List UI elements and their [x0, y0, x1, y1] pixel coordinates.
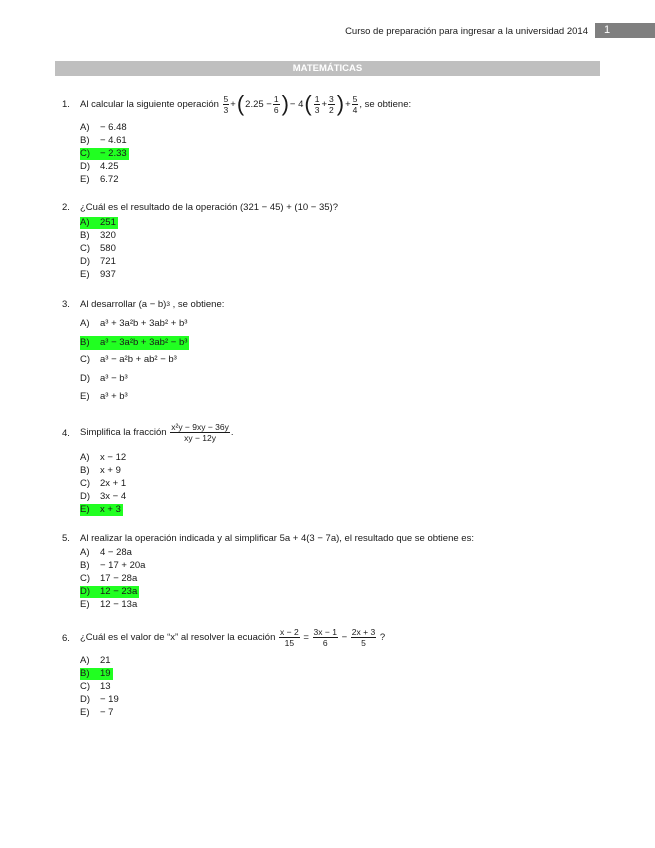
option-d-correct[interactable]: D) 12 − 23a	[80, 586, 138, 597]
question-number: 6.	[62, 633, 70, 644]
math-expression: (321 − 45) + (10 − 35)	[240, 202, 333, 213]
math-expression: (a − b)	[138, 299, 167, 310]
page-number-badge: 1	[595, 23, 655, 38]
operator: − 4	[289, 98, 304, 110]
question-number: 3.	[62, 299, 70, 310]
question-prompt: Al realizar la operación indicada y al simplificar	[80, 533, 277, 544]
operator: +	[345, 98, 351, 110]
question-text	[80, 533, 474, 544]
question-5	[62, 533, 622, 545]
fraction: $\frac{5}{4}$	[352, 93, 358, 115]
question-suffix: , el resultado que se obtiene es:	[339, 533, 474, 544]
fraction: $\frac{5}{3}$	[223, 93, 229, 115]
question-text	[80, 627, 385, 648]
fraction: $\frac{3}{2}$	[329, 93, 334, 115]
option-e[interactable]: E) 937	[80, 269, 116, 280]
option-e-correct[interactable]: E) x + 3	[80, 504, 121, 515]
option-a[interactable]: A) x − 12	[80, 452, 127, 463]
paren-close: )	[336, 91, 345, 116]
option-e[interactable]: E) 6.72	[80, 174, 119, 185]
question-prompt: Al desarrollar	[80, 299, 136, 310]
option-b[interactable]: B) − 17 + 20a	[80, 560, 146, 571]
option-a[interactable]: A) 21	[80, 655, 111, 666]
operator: −	[341, 632, 348, 643]
operator: +	[321, 98, 328, 110]
option-b[interactable]: B) − 4.61	[80, 135, 127, 146]
option-e[interactable]: E) − 7	[80, 707, 114, 718]
question-suffix: , se obtiene:	[172, 299, 225, 310]
option-d[interactable]: D) 4.25	[80, 161, 119, 172]
question-6	[62, 627, 622, 651]
fraction: $\frac{1}{3}$	[314, 93, 320, 115]
option-d[interactable]: D) 721	[80, 256, 116, 267]
fraction: $\frac{\text{x²y − 9xy − 36y}}{xy - 12y}$	[171, 422, 229, 443]
expression-term: 2.25 −	[245, 98, 272, 110]
operator: +	[230, 98, 236, 110]
option-a[interactable]: A) 4 − 28a	[80, 547, 132, 558]
question-number: 5.	[62, 533, 70, 544]
question-number: 1.	[62, 99, 70, 110]
question-prompt: ¿Cuál es el valor de “x” al resolver la ecuación	[80, 632, 276, 643]
question-4	[62, 422, 622, 446]
question-text	[80, 93, 411, 115]
option-c[interactable]: C) 580	[80, 243, 116, 254]
question-suffix: , se obtiene:	[359, 98, 412, 110]
paren-open: (	[236, 91, 245, 116]
option-a-correct[interactable]: A) 251	[80, 217, 116, 228]
question-text	[80, 299, 224, 310]
paren-open: (	[304, 91, 312, 116]
option-e[interactable]: E) a³ + b³	[80, 391, 128, 402]
question-3	[62, 299, 622, 311]
option-a[interactable]: A) a³ + 3a²b + 3ab² + b³	[80, 318, 188, 329]
question-suffix: ?	[379, 632, 386, 643]
option-b-correct[interactable]: B) a³ − 3a²b + 3ab² − b³	[80, 337, 188, 348]
option-d[interactable]: D) − 19	[80, 694, 119, 705]
question-1	[62, 93, 622, 117]
option-c[interactable]: C) 13	[80, 681, 111, 692]
option-b[interactable]: B) 320	[80, 230, 116, 241]
option-c[interactable]: C) 2x + 1	[80, 478, 127, 489]
fraction: $\frac{3x - 1}{6}$	[313, 627, 337, 648]
option-d[interactable]: D) 3x − 4	[80, 491, 127, 502]
question-suffix: .	[230, 427, 234, 438]
question-suffix: ?	[332, 202, 338, 213]
math-expression: 5a + 4(3 − 7a)	[279, 533, 340, 544]
option-c[interactable]: C) a³ − a²b + ab² − b³	[80, 354, 177, 365]
question-2	[62, 202, 622, 214]
question-text	[80, 202, 338, 213]
fraction: $\frac{x - 2}{15}$	[280, 627, 299, 648]
option-a[interactable]: A) − 6.48	[80, 122, 127, 133]
option-e[interactable]: E) 12 − 13a	[80, 599, 138, 610]
question-prompt: ¿Cuál es el resultado de la operación	[80, 202, 238, 213]
exponent: 3	[166, 301, 170, 308]
option-d[interactable]: D) a³ − b³	[80, 373, 128, 384]
option-b-correct[interactable]: B) 19	[80, 668, 111, 679]
paren-close: )	[281, 91, 289, 116]
question-number: 4.	[62, 428, 70, 439]
page-header-title: Curso de preparación para ingresar a la universidad 2014	[345, 26, 588, 37]
option-b[interactable]: B) x + 9	[80, 465, 121, 476]
question-text	[80, 422, 234, 443]
question-prompt: Simplifica la fracción	[80, 427, 167, 438]
section-title-bar: MATEMÁTICAS	[55, 61, 600, 76]
option-c[interactable]: C) 17 − 28a	[80, 573, 138, 584]
question-prompt: Al calcular la siguiente operación	[80, 98, 219, 110]
option-c-correct[interactable]: C) − 2.33	[80, 148, 127, 159]
fraction: $\frac{2x + 3}{5}$	[351, 627, 376, 648]
fraction: $\frac{1}{6}$	[273, 93, 279, 115]
question-number: 2.	[62, 202, 70, 213]
operator: =	[303, 632, 309, 643]
